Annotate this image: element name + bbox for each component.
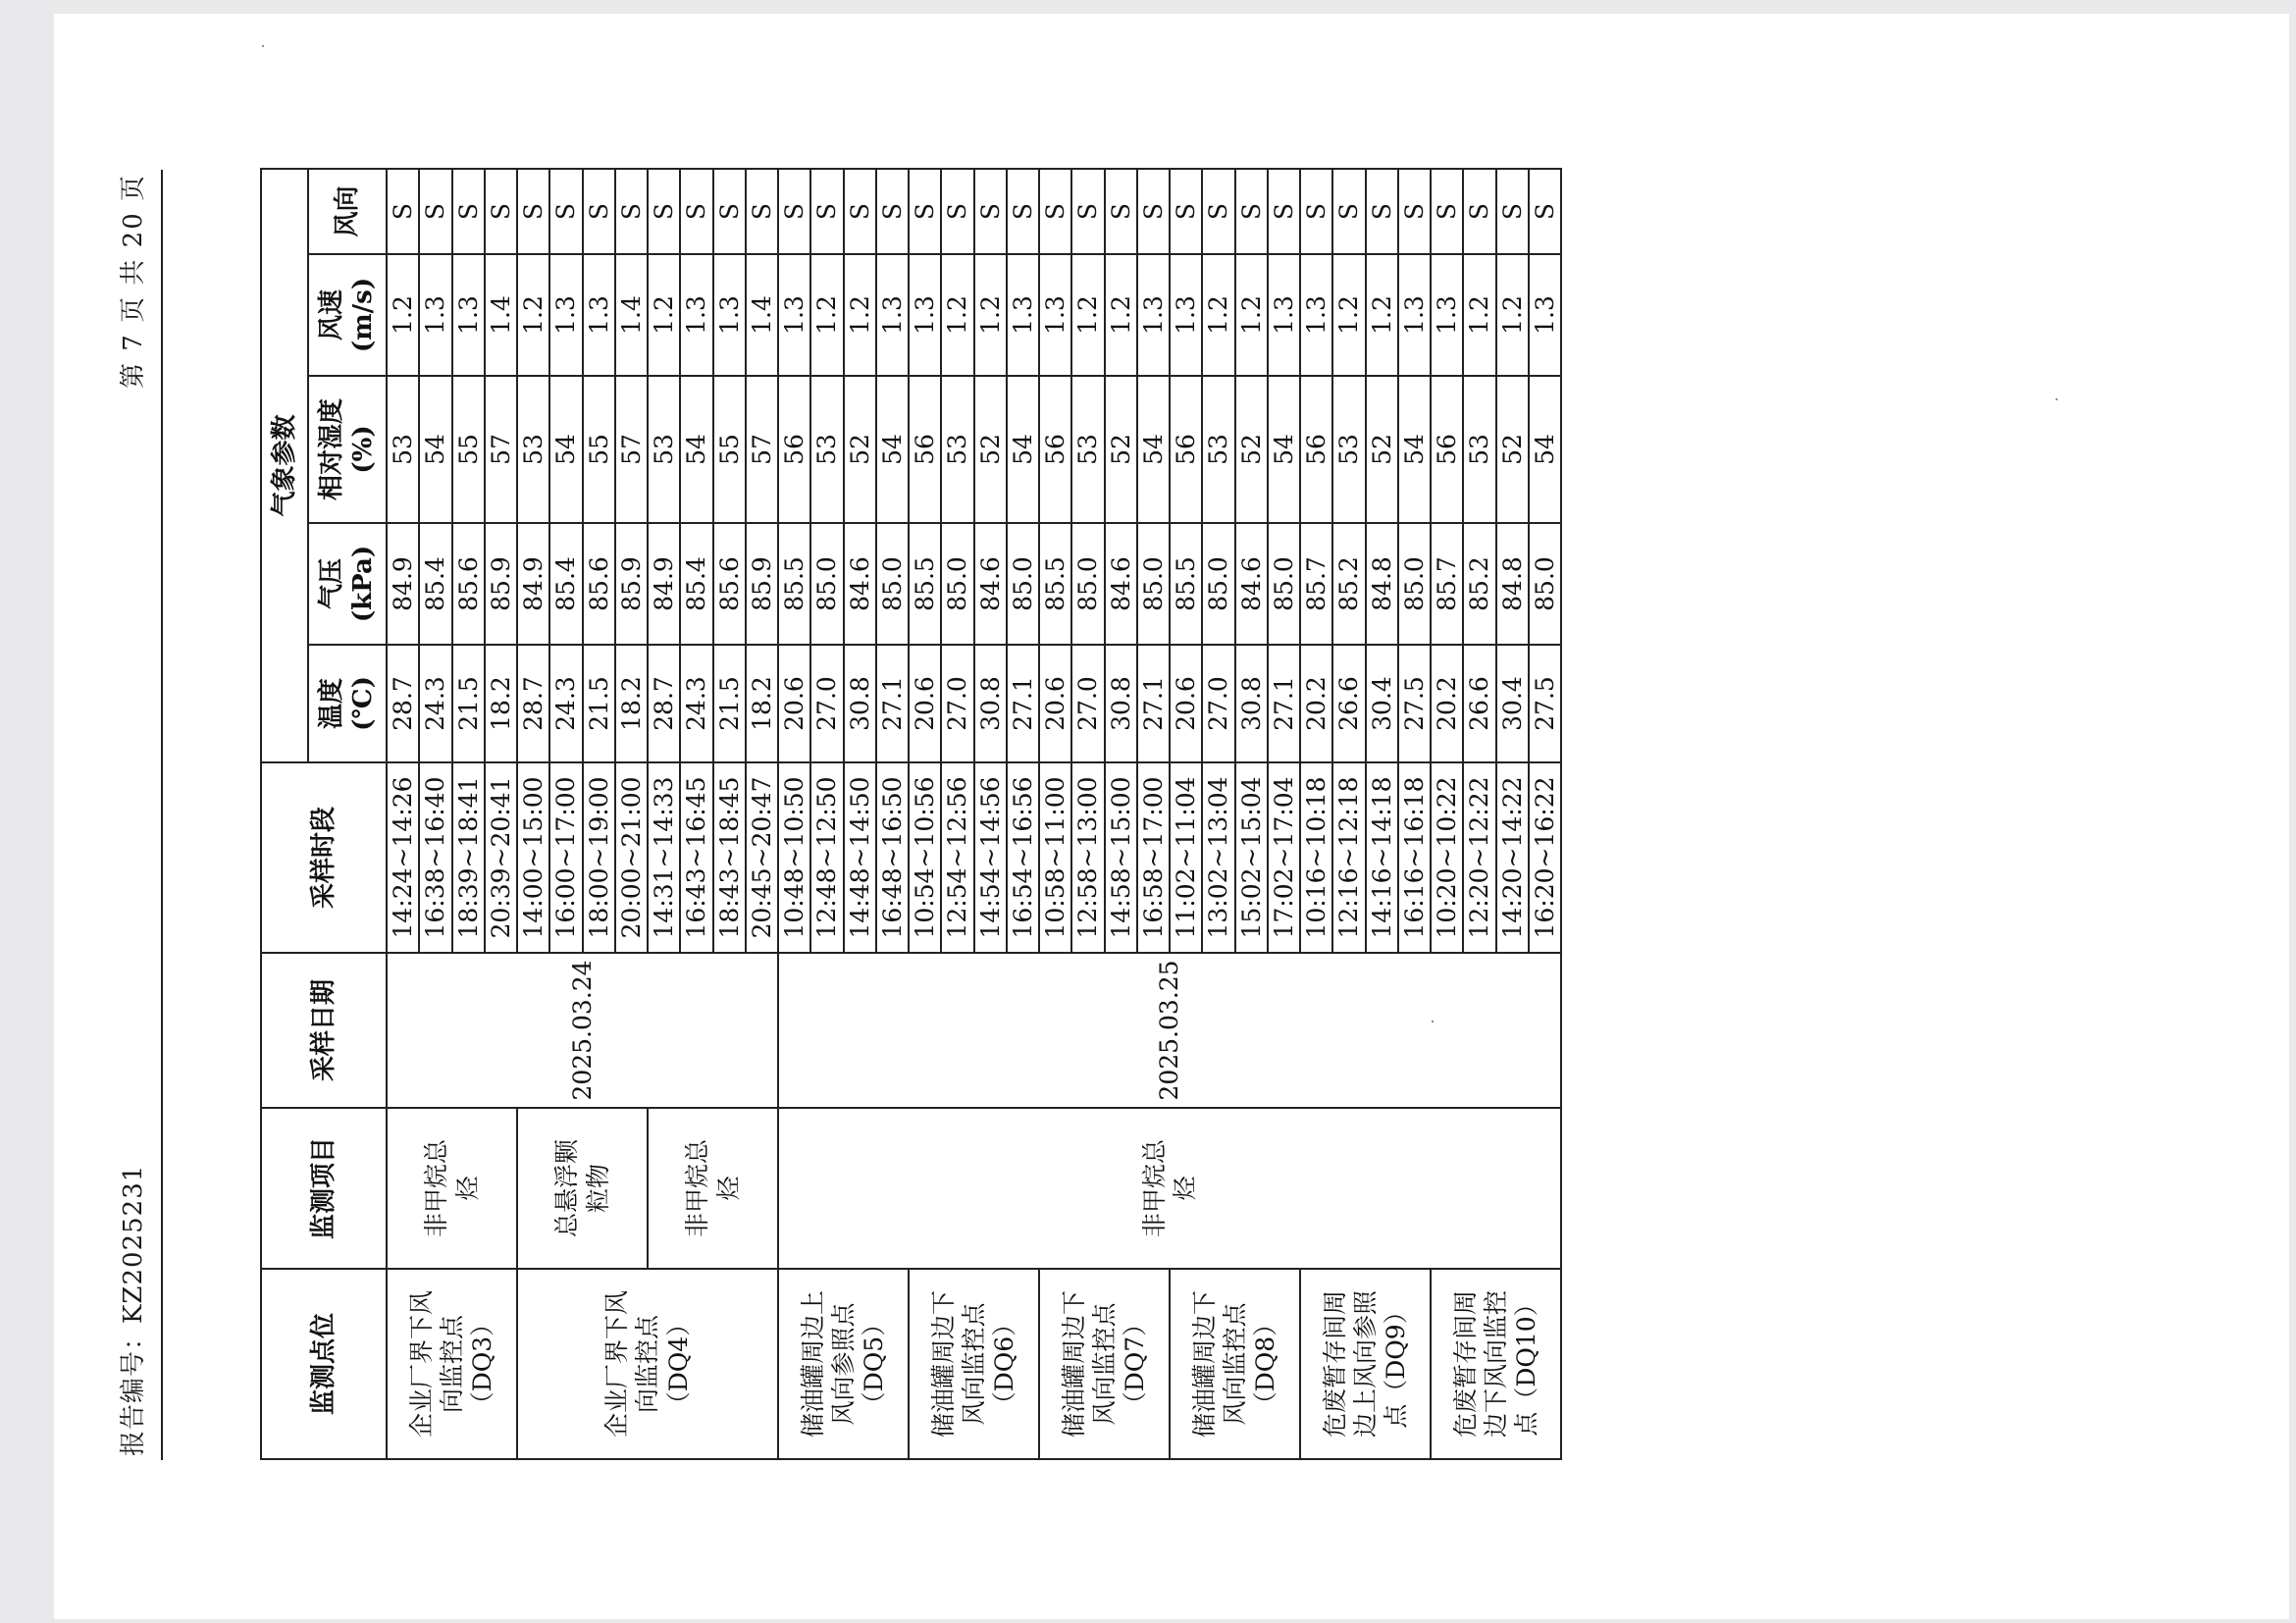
humidity-cell: 52 — [1105, 376, 1137, 523]
header-humidity: 相对湿度 (%) — [308, 376, 387, 523]
item-cell: 非甲烷总烃 — [648, 1108, 778, 1269]
wind-direction-cell: S — [387, 169, 419, 254]
pressure-cell: 85.5 — [909, 523, 941, 645]
date-cell: 2025.03.24 — [387, 953, 778, 1108]
humidity-cell: 54 — [1007, 376, 1039, 523]
temperature-cell: 18.2 — [485, 645, 517, 762]
temperature-cell: 28.7 — [517, 645, 549, 762]
period-cell: 20:45~20:47 — [746, 762, 778, 953]
wind-direction-cell: S — [909, 169, 941, 254]
wind-speed-cell: 1.3 — [1039, 254, 1071, 376]
temperature-cell: 20.6 — [909, 645, 941, 762]
page-number: 第 7 页 共 20 页 — [119, 174, 148, 389]
humidity-cell: 55 — [713, 376, 746, 523]
humidity-cell: 53 — [517, 376, 549, 523]
period-cell: 11:02~11:04 — [1170, 762, 1202, 953]
pressure-cell: 84.6 — [1235, 523, 1268, 645]
wind-speed-cell: 1.2 — [1463, 254, 1495, 376]
period-cell: 17:02~17:04 — [1268, 762, 1300, 953]
temperature-cell: 20.6 — [1170, 645, 1202, 762]
pressure-cell: 85.7 — [1300, 523, 1332, 645]
humidity-cell: 52 — [974, 376, 1007, 523]
humidity-cell: 54 — [680, 376, 712, 523]
humidity-cell: 54 — [1529, 376, 1561, 523]
wind-direction-cell: S — [746, 169, 778, 254]
pressure-cell: 85.0 — [1398, 523, 1431, 645]
period-cell: 10:58~11:00 — [1039, 762, 1071, 953]
humidity-cell: 54 — [876, 376, 909, 523]
period-cell: 12:20~12:22 — [1463, 762, 1495, 953]
header-period: 采样时段 — [261, 762, 387, 953]
wind-speed-cell: 1.3 — [1529, 254, 1561, 376]
period-cell: 16:54~16:56 — [1007, 762, 1039, 953]
humidity-cell: 53 — [1071, 376, 1104, 523]
wind-direction-cell: S — [517, 169, 549, 254]
wind-speed-cell: 1.2 — [517, 254, 549, 376]
wind-speed-cell: 1.2 — [1071, 254, 1104, 376]
period-cell: 14:58~15:00 — [1105, 762, 1137, 953]
humidity-cell: 56 — [1431, 376, 1463, 523]
period-cell: 16:00~17:00 — [549, 762, 582, 953]
wind-speed-cell: 1.3 — [1268, 254, 1300, 376]
period-cell: 10:48~10:50 — [778, 762, 810, 953]
wind-direction-cell: S — [1202, 169, 1234, 254]
wind-direction-cell: S — [1007, 169, 1039, 254]
wind-speed-cell: 1.3 — [452, 254, 485, 376]
temperature-cell: 27.0 — [810, 645, 843, 762]
humidity-cell: 55 — [452, 376, 485, 523]
wind-speed-cell: 1.2 — [810, 254, 843, 376]
humidity-cell: 53 — [941, 376, 973, 523]
pressure-cell: 85.0 — [1202, 523, 1234, 645]
pressure-cell: 84.9 — [648, 523, 680, 645]
temperature-cell: 18.2 — [615, 645, 648, 762]
report-number: 报告编号：KZ2025231 — [119, 1164, 148, 1456]
table-row — [648, 169, 680, 1459]
wind-direction-cell: S — [452, 169, 485, 254]
pressure-cell: 85.5 — [778, 523, 810, 645]
humidity-cell: 53 — [1332, 376, 1365, 523]
header-pressure: 气压 (kPa) — [308, 523, 387, 645]
humidity-cell: 56 — [778, 376, 810, 523]
humidity-cell: 53 — [387, 376, 419, 523]
humidity-cell: 56 — [1300, 376, 1332, 523]
wind-speed-cell: 1.2 — [941, 254, 973, 376]
wind-speed-cell: 1.2 — [1496, 254, 1529, 376]
wind-speed-cell: 1.2 — [1235, 254, 1268, 376]
location-cell: 企业厂界下风向监控点（DQ4） — [517, 1269, 778, 1459]
wind-direction-cell: S — [1332, 169, 1365, 254]
temperature-cell: 24.3 — [419, 645, 451, 762]
humidity-cell: 57 — [485, 376, 517, 523]
wind-direction-cell: S — [1105, 169, 1137, 254]
wind-speed-cell: 1.3 — [1300, 254, 1332, 376]
temperature-cell: 26.6 — [1332, 645, 1365, 762]
wind-direction-cell: S — [1268, 169, 1300, 254]
wind-direction-cell: S — [485, 169, 517, 254]
location-cell: 储油罐周边下风向监控点（DQ6） — [909, 1269, 1039, 1459]
wind-direction-cell: S — [974, 169, 1007, 254]
header-wind-speed: 风速 (m/s) — [308, 254, 387, 376]
humidity-cell: 55 — [583, 376, 615, 523]
pressure-cell: 85.0 — [876, 523, 909, 645]
wind-direction-cell: S — [778, 169, 810, 254]
humidity-cell: 52 — [1496, 376, 1529, 523]
humidity-cell: 52 — [1235, 376, 1268, 523]
temperature-cell: 27.0 — [941, 645, 973, 762]
period-cell: 20:00~21:00 — [615, 762, 648, 953]
pressure-cell: 84.6 — [974, 523, 1007, 645]
pressure-cell: 85.4 — [419, 523, 451, 645]
wind-direction-cell: S — [583, 169, 615, 254]
period-cell: 18:00~19:00 — [583, 762, 615, 953]
pressure-cell: 84.6 — [1105, 523, 1137, 645]
item-cell: 总悬浮颗粒物 — [517, 1108, 648, 1269]
wind-direction-cell: S — [810, 169, 843, 254]
wind-direction-cell: S — [1039, 169, 1071, 254]
pressure-cell: 84.6 — [844, 523, 876, 645]
header-temp: 温度 (℃) — [308, 645, 387, 762]
wind-speed-cell: 1.3 — [549, 254, 582, 376]
period-cell: 12:16~12:18 — [1332, 762, 1365, 953]
humidity-cell: 54 — [1398, 376, 1431, 523]
wind-speed-cell: 1.3 — [680, 254, 712, 376]
wind-direction-cell: S — [419, 169, 451, 254]
humidity-cell: 54 — [549, 376, 582, 523]
temperature-cell: 21.5 — [583, 645, 615, 762]
wind-direction-cell: S — [1398, 169, 1431, 254]
wind-speed-cell: 1.3 — [778, 254, 810, 376]
pressure-cell: 84.9 — [517, 523, 549, 645]
location-cell: 储油罐周边下风向监控点（DQ8） — [1170, 1269, 1300, 1459]
table-row — [387, 169, 419, 1459]
wind-direction-cell: S — [1463, 169, 1495, 254]
humidity-cell: 56 — [909, 376, 941, 523]
temperature-cell: 28.7 — [387, 645, 419, 762]
temperature-cell: 20.2 — [1300, 645, 1332, 762]
location-cell: 危废暂存间周边下风向监控点（DQ10） — [1431, 1269, 1561, 1459]
temperature-cell: 20.6 — [1039, 645, 1071, 762]
wind-direction-cell: S — [615, 169, 648, 254]
pressure-cell: 85.0 — [1137, 523, 1170, 645]
humidity-cell: 52 — [844, 376, 876, 523]
header-date: 采样日期 — [261, 953, 387, 1108]
period-cell: 20:39~20:41 — [485, 762, 517, 953]
humidity-cell: 54 — [1137, 376, 1170, 523]
wind-speed-cell: 1.2 — [974, 254, 1007, 376]
temperature-cell: 21.5 — [452, 645, 485, 762]
pressure-cell: 85.5 — [1170, 523, 1202, 645]
temperature-cell: 27.0 — [1071, 645, 1104, 762]
monitoring-table-container — [260, 168, 1562, 1460]
wind-speed-cell: 1.2 — [387, 254, 419, 376]
pressure-cell: 84.8 — [1496, 523, 1529, 645]
temperature-cell: 27.0 — [1202, 645, 1234, 762]
period-cell: 15:02~15:04 — [1235, 762, 1268, 953]
monitoring-table — [260, 168, 1562, 1460]
wind-direction-cell: S — [713, 169, 746, 254]
pressure-cell: 85.9 — [746, 523, 778, 645]
header-weather: 气象参数 — [261, 169, 308, 762]
pressure-cell: 85.2 — [1332, 523, 1365, 645]
pressure-cell: 85.6 — [583, 523, 615, 645]
date-cell: 2025.03.25 — [778, 953, 1561, 1108]
humidity-cell: 53 — [1202, 376, 1234, 523]
wind-direction-cell: S — [1529, 169, 1561, 254]
humidity-cell: 53 — [648, 376, 680, 523]
wind-direction-cell: S — [1170, 169, 1202, 254]
location-cell: 储油罐周边下风向监控点（DQ7） — [1039, 1269, 1170, 1459]
table-row — [778, 169, 810, 1459]
temperature-cell: 30.8 — [844, 645, 876, 762]
period-cell: 16:48~16:50 — [876, 762, 909, 953]
humidity-cell: 56 — [1039, 376, 1071, 523]
temperature-cell: 21.5 — [713, 645, 746, 762]
temperature-cell: 27.1 — [1137, 645, 1170, 762]
wind-direction-cell: S — [549, 169, 582, 254]
temperature-cell: 30.4 — [1496, 645, 1529, 762]
temperature-cell: 26.6 — [1463, 645, 1495, 762]
pressure-cell: 85.6 — [713, 523, 746, 645]
wind-speed-cell: 1.2 — [1366, 254, 1398, 376]
pressure-cell: 85.2 — [1463, 523, 1495, 645]
temperature-cell: 27.5 — [1529, 645, 1561, 762]
wind-direction-cell: S — [876, 169, 909, 254]
wind-direction-cell: S — [1071, 169, 1104, 254]
page-header — [98, 170, 163, 1460]
wind-direction-cell: S — [1300, 169, 1332, 254]
header-item: 监测项目 — [261, 1108, 387, 1269]
wind-speed-cell: 1.3 — [583, 254, 615, 376]
wind-direction-cell: S — [1366, 169, 1398, 254]
temperature-cell: 27.1 — [876, 645, 909, 762]
humidity-cell: 52 — [1366, 376, 1398, 523]
table-row — [517, 169, 549, 1459]
wind-speed-cell: 1.2 — [648, 254, 680, 376]
location-cell: 企业厂界下风向监控点（DQ3） — [387, 1269, 517, 1459]
pressure-cell: 85.0 — [810, 523, 843, 645]
wind-speed-cell: 1.2 — [1105, 254, 1137, 376]
wind-direction-cell: S — [844, 169, 876, 254]
temperature-cell: 30.8 — [1235, 645, 1268, 762]
pressure-cell: 84.9 — [387, 523, 419, 645]
item-cell: 非甲烷总烃 — [387, 1108, 517, 1269]
temperature-cell: 28.7 — [648, 645, 680, 762]
pressure-cell: 84.8 — [1366, 523, 1398, 645]
humidity-cell: 53 — [1463, 376, 1495, 523]
period-cell: 10:54~10:56 — [909, 762, 941, 953]
period-cell: 10:16~10:18 — [1300, 762, 1332, 953]
table-body — [387, 169, 1561, 1459]
location-cell: 储油罐周边上风向参照点（DQ5） — [778, 1269, 909, 1459]
wind-speed-cell: 1.2 — [1202, 254, 1234, 376]
wind-speed-cell: 1.3 — [1007, 254, 1039, 376]
period-cell: 13:02~13:04 — [1202, 762, 1234, 953]
period-cell: 12:54~12:56 — [941, 762, 973, 953]
pressure-cell: 85.0 — [1268, 523, 1300, 645]
pressure-cell: 85.0 — [1007, 523, 1039, 645]
wind-speed-cell: 1.4 — [746, 254, 778, 376]
temperature-cell: 30.4 — [1366, 645, 1398, 762]
pressure-cell: 85.0 — [1529, 523, 1561, 645]
wind-speed-cell: 1.4 — [485, 254, 517, 376]
temperature-cell: 24.3 — [680, 645, 712, 762]
wind-speed-cell: 1.3 — [419, 254, 451, 376]
location-cell: 危废暂存间周边上风向参照点（DQ9） — [1300, 1269, 1431, 1459]
header-location: 监测点位 — [261, 1269, 387, 1459]
wind-speed-cell: 1.3 — [1431, 254, 1463, 376]
temperature-cell: 30.8 — [1105, 645, 1137, 762]
humidity-cell: 57 — [746, 376, 778, 523]
period-cell: 14:16~14:18 — [1366, 762, 1398, 953]
period-cell: 14:48~14:50 — [844, 762, 876, 953]
item-cell: 非甲烷总烃 — [778, 1108, 1561, 1269]
period-cell: 10:20~10:22 — [1431, 762, 1463, 953]
temperature-cell: 24.3 — [549, 645, 582, 762]
header-row — [261, 169, 308, 1459]
period-cell: 12:48~12:50 — [810, 762, 843, 953]
period-cell: 14:20~14:22 — [1496, 762, 1529, 953]
period-cell: 18:39~18:41 — [452, 762, 485, 953]
humidity-cell: 54 — [1268, 376, 1300, 523]
pressure-cell: 85.7 — [1431, 523, 1463, 645]
period-cell: 16:16~16:18 — [1398, 762, 1431, 953]
temperature-cell: 27.1 — [1007, 645, 1039, 762]
pressure-cell: 85.6 — [452, 523, 485, 645]
period-cell: 12:58~13:00 — [1071, 762, 1104, 953]
period-cell: 18:43~18:45 — [713, 762, 746, 953]
period-cell: 16:20~16:22 — [1529, 762, 1561, 953]
pressure-cell: 85.9 — [615, 523, 648, 645]
period-cell: 14:24~14:26 — [387, 762, 419, 953]
humidity-cell: 56 — [1170, 376, 1202, 523]
humidity-cell: 54 — [419, 376, 451, 523]
wind-direction-cell: S — [680, 169, 712, 254]
wind-speed-cell: 1.4 — [615, 254, 648, 376]
wind-speed-cell: 1.2 — [1332, 254, 1365, 376]
wind-speed-cell: 1.3 — [1137, 254, 1170, 376]
wind-speed-cell: 1.2 — [844, 254, 876, 376]
pressure-cell: 85.4 — [549, 523, 582, 645]
temperature-cell: 18.2 — [746, 645, 778, 762]
period-cell: 14:00~15:00 — [517, 762, 549, 953]
humidity-cell: 57 — [615, 376, 648, 523]
wind-speed-cell: 1.3 — [1398, 254, 1431, 376]
wind-speed-cell: 1.3 — [909, 254, 941, 376]
temperature-cell: 30.8 — [974, 645, 1007, 762]
pressure-cell: 85.0 — [941, 523, 973, 645]
wind-speed-cell: 1.3 — [876, 254, 909, 376]
pressure-cell: 85.4 — [680, 523, 712, 645]
period-cell: 16:43~16:45 — [680, 762, 712, 953]
period-cell: 16:38~16:40 — [419, 762, 451, 953]
pressure-cell: 85.5 — [1039, 523, 1071, 645]
wind-direction-cell: S — [941, 169, 973, 254]
header-wind-direction: 风向 — [308, 169, 387, 254]
temperature-cell: 27.1 — [1268, 645, 1300, 762]
wind-speed-cell: 1.3 — [713, 254, 746, 376]
temperature-cell: 20.6 — [778, 645, 810, 762]
temperature-cell: 27.5 — [1398, 645, 1431, 762]
pressure-cell: 85.9 — [485, 523, 517, 645]
wind-direction-cell: S — [1431, 169, 1463, 254]
wind-direction-cell: S — [1137, 169, 1170, 254]
wind-direction-cell: S — [1235, 169, 1268, 254]
temperature-cell: 20.2 — [1431, 645, 1463, 762]
period-cell: 14:31~14:33 — [648, 762, 680, 953]
wind-speed-cell: 1.3 — [1170, 254, 1202, 376]
wind-direction-cell: S — [1496, 169, 1529, 254]
wind-direction-cell: S — [648, 169, 680, 254]
period-cell: 14:54~14:56 — [974, 762, 1007, 953]
pressure-cell: 85.0 — [1071, 523, 1104, 645]
period-cell: 16:58~17:00 — [1137, 762, 1170, 953]
humidity-cell: 53 — [810, 376, 843, 523]
